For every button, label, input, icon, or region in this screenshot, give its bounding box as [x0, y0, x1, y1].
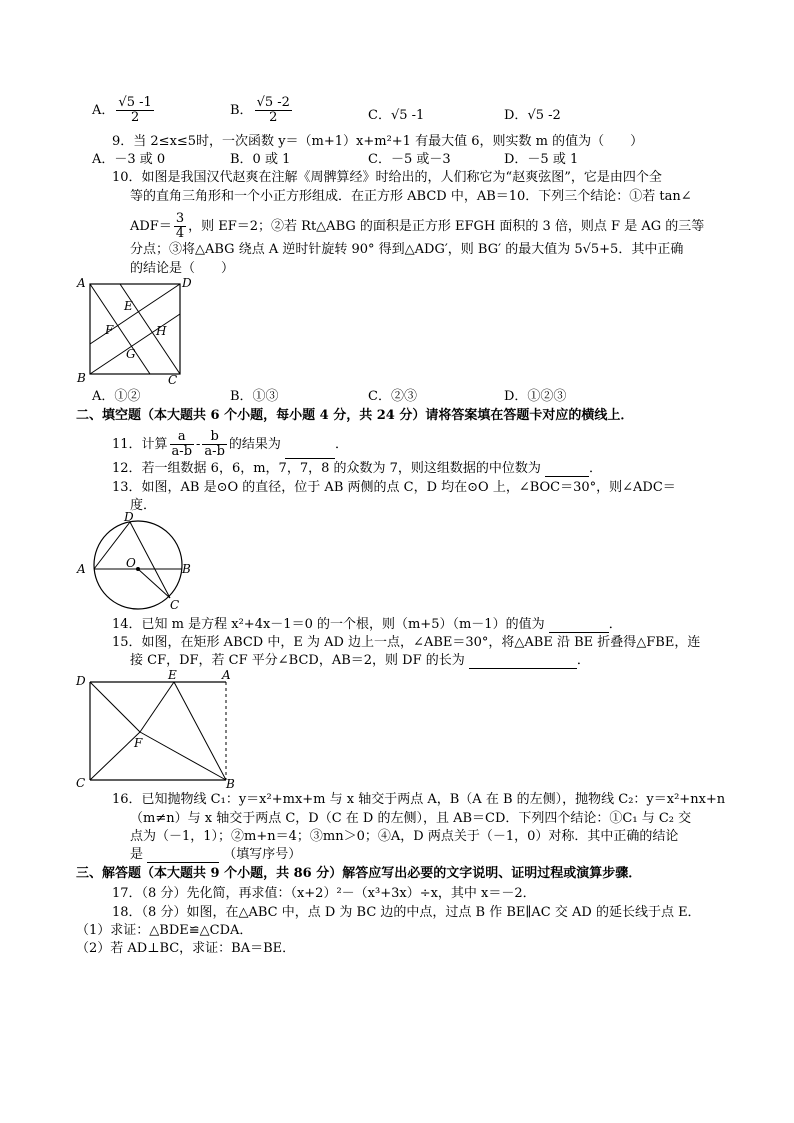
q12-answer-blank[interactable] [545, 462, 589, 477]
fig15-label-a: A [222, 668, 231, 682]
q10-option-d: D．①②③ [504, 389, 567, 404]
fig13-label-o: O [126, 556, 136, 570]
fig15-label-b: B [226, 777, 235, 790]
q13-line2: 度． [130, 498, 157, 513]
q16-answer-blank[interactable] [147, 848, 219, 863]
q9-stem: 9．当 2≤x≤5时，一次函数 y＝（m+1）x+m²+1 有最大值 6，则实数 m 的值为（ ） [112, 134, 644, 149]
q17: 17．（8 分）先化简，再求值：（x+2）²－（x³+3x）÷x，其中 x＝－2． [112, 886, 536, 901]
q9-option-a: A．－3 或 0 [92, 152, 166, 167]
q10-line5: 的结论是（ ） [130, 261, 235, 276]
q10-option-c: C．②③ [368, 389, 417, 404]
fig10-label-h: H [156, 324, 167, 338]
q15-rectangle-figure [74, 668, 244, 790]
fig13-label-b: B [182, 562, 191, 576]
q8-option-d: D．√5 -2 [504, 108, 561, 123]
q11: 11．计算 $\frac{a}{a-b}$ - $\frac{b}{a-b}$ 的结果为 ． [112, 429, 349, 459]
q10-line1: 10．如图是我国汉代赵爽在注解《周髀算经》时给出的，人们称它为“赵爽弦图”，它是由四个全 [112, 170, 662, 185]
q16-line1: 16．已知抛物线 C₁：y＝x²+mx+m 与 x 轴交于两点 A，B（A 在 B 的左侧），抛物线 C₂：y＝x²+nx+n [112, 792, 726, 807]
q10-zhao-shuang-figure [74, 274, 198, 390]
q9-option-b: B．0 或 1 [230, 152, 291, 167]
q16-line2: （m≠n）与 x 轴交于两点 C，D（C 在 D 的左侧），且 AB＝CD．下列四个结论：①C₁ 与 C₂ 交 [130, 811, 692, 826]
fig15-label-c: C [76, 776, 86, 790]
q15-line2: 接 CF，DF，若 CF 平分∠BCD，AB＝2，则 DF 的长为 ． [130, 653, 590, 668]
fig15-label-e: E [168, 668, 177, 682]
fig10-label-e: E [124, 299, 133, 313]
q18-part1: （1）求证：△BDE≌△CDA． [76, 923, 253, 938]
fig10-label-b: B [77, 371, 86, 385]
q13-circle-figure [74, 512, 194, 612]
q9-option-c: C．－5 或－3 [368, 152, 451, 167]
q9-option-d: D．－5 或 1 [504, 152, 579, 167]
section-3-heading: 三、解答题（本大题共 9 个小题，共 86 分）解答应写出必要的文字说明、证明过程或演算步骤． [76, 866, 642, 881]
q11-answer-blank[interactable] [285, 444, 335, 459]
fig10-label-f: F [105, 323, 114, 337]
q15-answer-blank[interactable] [469, 654, 577, 669]
fig15-label-f: F [134, 736, 143, 750]
q10-option-a: A．①② [92, 389, 141, 404]
q16-line4: 是 （填写序号） [130, 847, 302, 862]
q8-option-c: C．√5 -1 [368, 108, 425, 123]
q10-line4: 分点；③将△ABG 绕点 A 逆时针旋转 90° 得到△ADG′，则 BG′ 的最大值为 5√5+5．其中正确 [130, 242, 684, 257]
q15-line1: 15．如图，在矩形 ABCD 中，E 为 AD 边上一点，∠ABE＝30°，将△ABE 沿 BE 折叠得△FBE，连 [112, 635, 701, 650]
section-2-heading: 二、填空题（本大题共 6 个小题，每小题 4 分，共 24 分）请将答案填在答题卡对应的横线上． [76, 408, 634, 423]
q18-part2: （2）若 AD⊥BC，求证：BA＝BE． [76, 941, 296, 956]
fig13-label-c: C [170, 598, 180, 612]
fig15-label-d: D [76, 674, 86, 688]
q10-line2: 等的直角三角形和一个小正方形组成．在正方形 ABCD 中，AB＝10．下列三个结论：①若 tan∠ [130, 189, 692, 204]
q14-answer-blank[interactable] [549, 618, 609, 633]
q12: 12．若一组数据 6，6，m，7，7，8 的众数为 7，则这组数据的中位数为 ． [112, 461, 603, 476]
fig10-label-a: A [77, 276, 86, 290]
fig10-label-g: G [126, 347, 136, 361]
fig13-label-d: D [124, 512, 134, 524]
q10-option-b: B．①③ [230, 389, 279, 404]
q18-line1: 18．（8 分）如图，在△ABC 中，点 D 为 BC 边的中点，过点 B 作 BE∥AC 交 AD 的延长线于点 E． [112, 905, 701, 920]
q8-option-a: A． $\frac{√5 -1}{2}$ [92, 95, 152, 125]
q13-line1: 13．如图，AB 是⊙O 的直径，位于 AB 两侧的点 C，D 均在⊙O 上，∠BOC＝30°，则∠ADC＝ [112, 480, 676, 495]
q8-option-b: B． $\frac{√5 -2}{2}$ [230, 95, 290, 125]
fig10-label-d: D [182, 276, 192, 290]
q14: 14．已知 m 是方程 x²+4x－1＝0 的一个根，则（m+5）（m－1）的值为 ． [112, 617, 622, 632]
fig10-label-c: C [168, 373, 178, 387]
q10-line3: ADF＝ $\frac{3}{4}$ ，则 EF＝2；②若 Rt△ABG 的面积是正方形 EFGH 面积的 3 倍，则点 F 是 AG 的三等 [130, 211, 705, 241]
fig13-label-a: A [77, 562, 86, 576]
q16-line3: 点为（－1，1）；②m+n＝4；③mn＞0；④A，D 两点关于（－1，0）对称．其中正确的结论 [130, 829, 679, 844]
